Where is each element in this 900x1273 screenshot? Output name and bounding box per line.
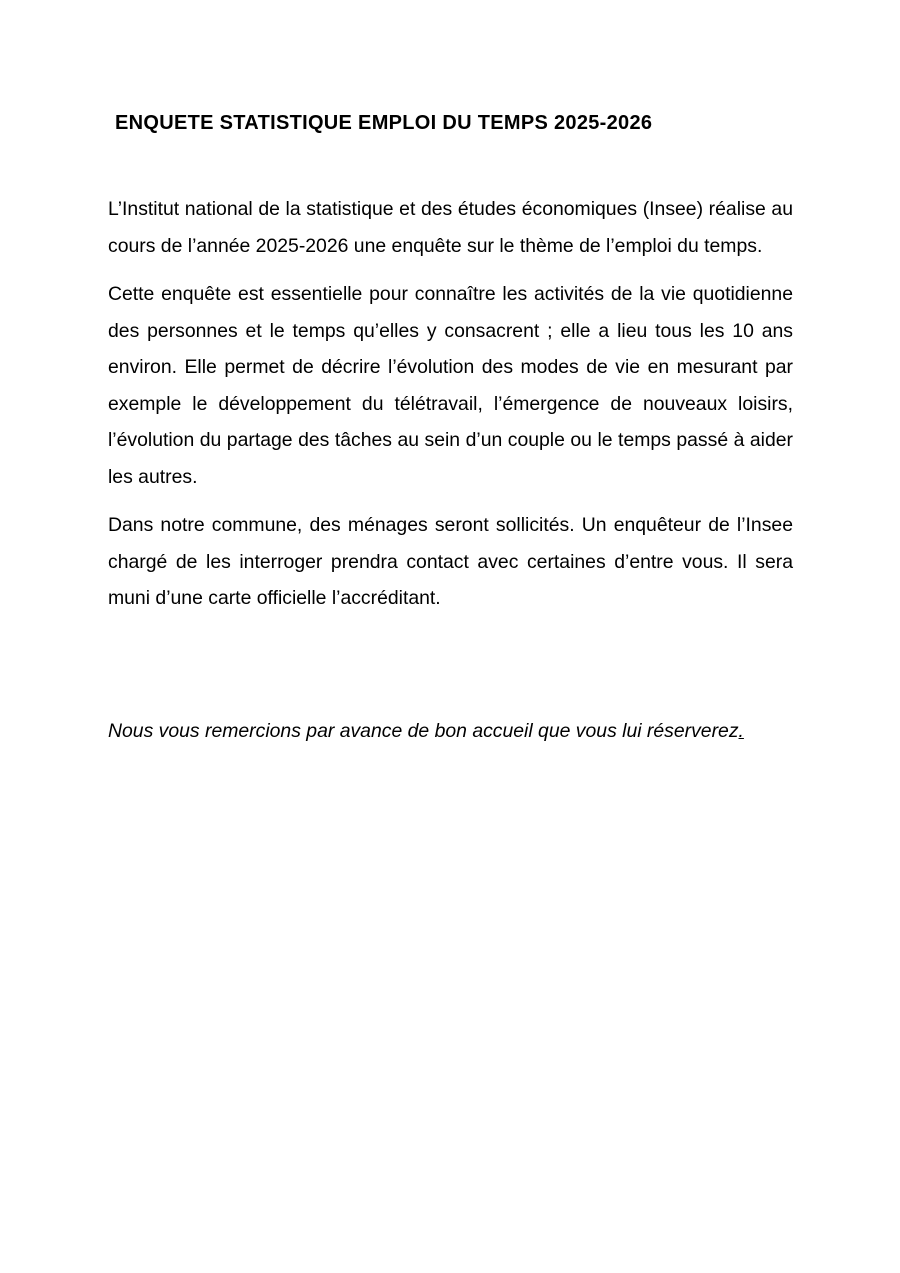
closing-punctuation: . xyxy=(738,720,744,742)
closing-text: Nous vous remercions par avance de bon accueil que vous lui réserverez xyxy=(108,720,739,742)
paragraph-contact: Dans notre commune, des ménages seront sollicités. Un enquêteur de l’Insee chargé de les interroger prendra contact avec certaines d’entre vous. Il sera muni d’une carte officielle l’accréditant. xyxy=(108,514,793,609)
paragraph-intro: L’Institut national de la statistique et des études économiques (Insee) réalise au cours de l’année 2025-2026 une enquête sur le thème de l’emploi du temps. xyxy=(108,198,793,257)
document-title: ENQUETE STATISTIQUE EMPLOI DU TEMPS 2025-2026 xyxy=(115,112,653,134)
document-body xyxy=(108,191,793,629)
paragraph-purpose: Cette enquête est essentielle pour connaître les activités de la vie quotidienne des personnes et le temps qu’elles y consacrent ; elle a lieu tous les 10 ans environ. Elle permet de décrire l’évolution des modes de vie en mesurant par exemple le développement du télétravail, l’émergence de nouveaux loisirs, l’évolution du partage des tâches au sein d’un couple ou le temps passé à aider les autres. xyxy=(108,283,793,488)
closing-line xyxy=(108,713,808,749)
